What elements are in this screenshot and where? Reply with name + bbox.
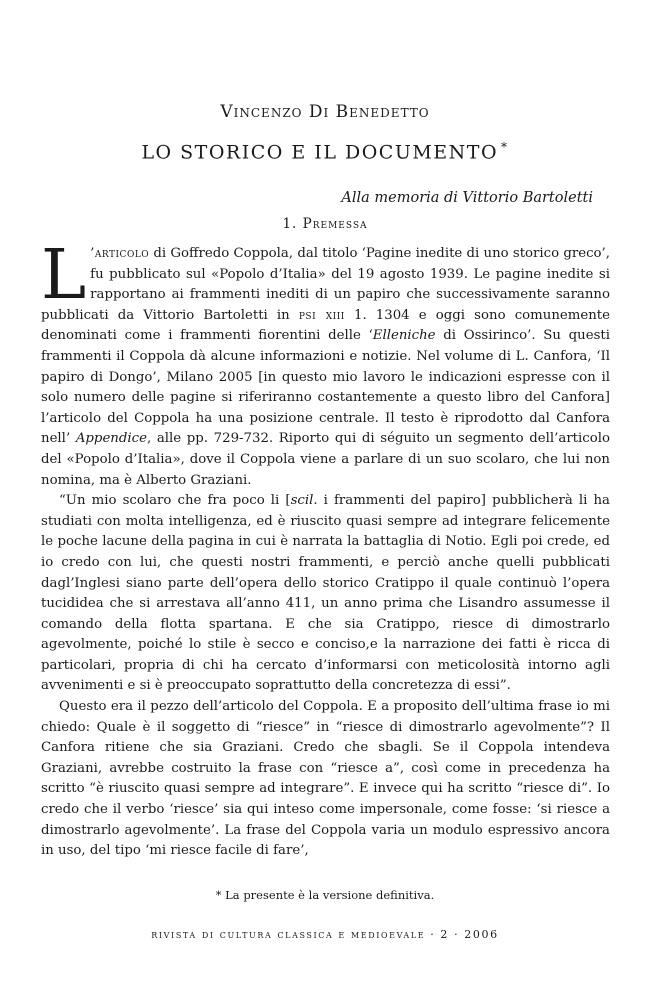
hellenics-italic: Elleniche [372,328,436,344]
drop-cap: L [41,236,87,315]
body-text [41,236,611,862]
article-title [0,140,650,163]
psi-reference: psi xiii [298,307,345,323]
dedication: Alla memoria di Vittorio Bartoletti [341,190,593,206]
footnote-marker: * [501,140,509,154]
first-word: ’articolo [90,246,150,261]
paragraph-2-quote [41,491,610,697]
footnote: * La presente è la versione definitiva. [215,888,435,902]
appendice-italic: Appendice [75,431,147,447]
scil-italic: scil. [290,493,318,509]
paragraph-1-text-c: di Ossirinco’. Su questi frammenti il Coppola dà alcune informazioni e notizie. Nel volume di L. Canfora, ‘Il papiro di Dongo’, Milano 2005 [in questo mio lavoro le indicazioni espresse con il solo numero delle pagine si riferiranno costantemente a questo libro del Canfora] l’articolo del Coppola ha una posizione centrale. Il testo è riprodotto dal Canfora nell’ [41,328,611,447]
paragraph-2-text-a: “Un mio scolaro che fra poco li [ [59,493,291,509]
paragraph-1-text-a: di Goffredo Coppola, dal titolo ‘Pagine inedite di uno storico greco’, fu pubblicato sul «Popolo d’Italia» del 19 agosto 1939. Le pagine inedite si rapportano ai frammenti inediti di un papiro che successivamente saranno pubblicati da Vittorio Bartoletti in [41,246,610,323]
paragraph-1-text-b: 1. 1304 e oggi sono comunemente denominati come i frammenti fiorentini delle ‘ [41,307,611,344]
author-name: Vincenzo Di Benedetto [220,102,430,122]
paragraph-1 [41,236,611,491]
article-title-text: LO STORICO E IL DOCUMENTO [141,141,499,164]
paragraph-3: Questo era il pezzo dell’articolo del Coppola. E a proposito dell’ultima frase io mi chiedo: Quale è il soggetto di “riesce” in “riesce di dimostrarlo agevolmente”? Il Canfora ritiene che sia Graziani. Credo che sbagli. Se il Coppola intendeva Graziani, avrebbe costruito la frase con “riesce a”, così come in precedenza ha scritto “è riuscito quasi sempre ad integrare”. E invece qui ha scritto “riesce di”. Io credo che il verbo ‘riesce’ sia qui inteso come impersonale, come fosse: ‘si riesce a dimostrarlo agevolmente’. La frase del Coppola varia un modulo espressivo ancora in uso, del tipo ‘mi riesce facile di fare’, [41,699,610,859]
journal-footer: rivista di cultura classica e medioevale · 2 · 2006 [151,928,499,941]
section-heading: 1. Premessa [282,216,368,232]
paragraph-1-text-d: , alle pp. 729-732. Riporto qui di séguito un segmento dell’articolo del «Popolo d’Italia», dove il Coppola viene a parlare di un suo scolaro, che lui non nomina, ma è Alberto Graziani. [41,431,610,488]
paragraph-2-text-b: i frammenti del papiro] pubblicherà li ha studiati con molta intelligenza, ed è riuscito quasi sempre ad integrare felicemente le poche lacune della pagina in cui è narrata la battaglia di Notio. Egli poi crede, ed io credo con lui, che questi nostri frammenti, e perciò anche quelli pubblicati dagl’Inglesi siano parte dell’opera dello storico Cratippo il quale continuò l’opera tucididea che si arrestava all’anno 411, un anno prima che Lisandro assumesse il comando della flotta spartana. E che sia Cratippo, riesce di dimostrarlo agevolmente, poiché lo stile è secco e conciso,e la narrazione dei fatti è ricca di particolari, propria di chi ha cercato d’informarsi con meticolosità intorno agli avvenimenti e si è preoccupato soprattutto della concretezza di essi”. [41,493,610,694]
